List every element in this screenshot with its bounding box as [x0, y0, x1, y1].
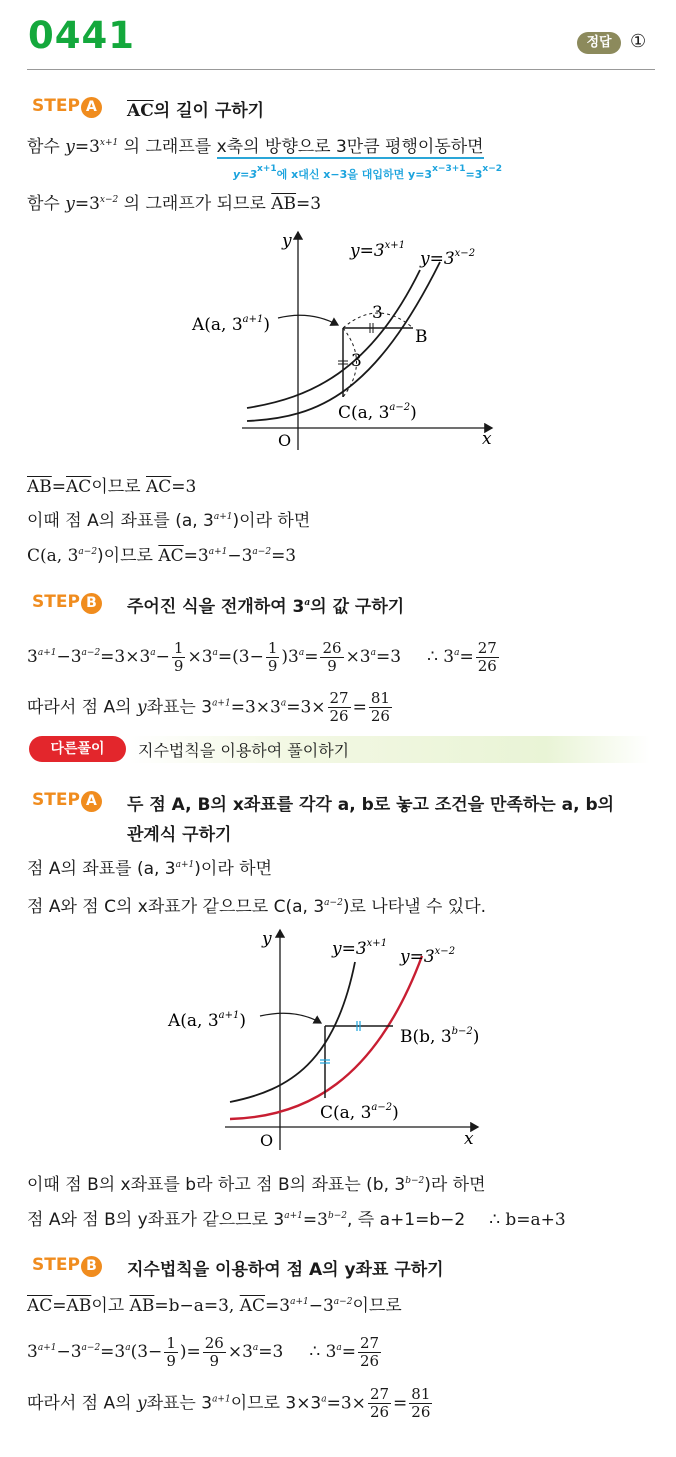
origin-label: O [260, 1131, 274, 1150]
text-line: 이때 점 B의 x좌표를 b라 하고 점 B의 좌표는 (b, $3^{b-2}$)라 하면 [27, 1175, 486, 1195]
step-b-circle-icon: B [81, 1256, 102, 1277]
math-line: 따라서 점 A의 y좌표는 $3^{a+1}=3\times 3^a=3\times$ $\frac{27}{26}$ = $\frac{81}{26}$ [27, 689, 390, 725]
fraction: $\frac{1}{9}$ [267, 639, 278, 675]
point-c-label: C(a, $3^{a-2}$) [338, 402, 417, 423]
fraction: $\frac{1}{9}$ [173, 639, 184, 675]
fraction: $\frac{81}{26}$ [370, 689, 390, 725]
point-a-label: A(a, $3^{a+1}$) [192, 314, 271, 335]
label-curve1: $y=3^{x+1}$ [332, 938, 388, 959]
text-line: 점 A의 좌표를 (a, $3^{a+1}$)이라 하면 [27, 859, 272, 879]
math-line: $3^{a+1}-3^{a-2}=3^a(3-$ $\frac{1}{9}$ )= $\frac{26}{9}$ $\times 3^a=3$ ∴ $3^a=$ $\frac{27}{26}$ [27, 1334, 380, 1370]
origin-label: O [278, 431, 292, 450]
text-line: 이때 점 A의 좌표를 (a, $3^{a+1}$)이라 하면 [27, 511, 311, 531]
substitution-annotation: $y=3^{x+1}$에 x대신 x−3을 대입하면 $y=3^{x-3+1}=3^{x-2}$ [233, 164, 502, 181]
text-line: 함수 $y=3^{x-2}$ 의 그래프가 되므로 $\overline{AB}=3$ [27, 194, 322, 214]
problem-number: 0441 [28, 14, 135, 57]
step-a-label: STEP A [32, 96, 102, 118]
step-a-circle-icon: A [81, 97, 102, 118]
math-line: 따라서 점 A의 y좌표는 $3^{a+1}$이므로 $3\times 3^a=3\times$ $\frac{27}{26}$ = $\frac{81}{26}$ [27, 1385, 431, 1421]
text-line: 점 A와 점 B의 y좌표가 같으므로 $3^{a+1}=3^{b-2}$, 즉 a+1=b−2 ∴ b=a+3 [27, 1210, 566, 1230]
fraction: $\frac{81}{26}$ [411, 1385, 431, 1421]
step-a-title-line1: 두 점 A, B의 x좌표를 각각 a, b로 놓고 조건을 만족하는 a, b의 [127, 795, 615, 815]
point-a-label: A(a, $3^{a+1}$) [168, 1010, 247, 1031]
label-curve1: $y=3^{x+1}$ [350, 240, 406, 261]
point-c-label: C(a, $3^{a-2}$) [320, 1102, 399, 1123]
fraction: $\frac{27}{26}$ [360, 1334, 380, 1370]
y-axis-label: y [262, 929, 272, 949]
pointer-arrow [278, 315, 338, 325]
point-b-label: B(b, $3^{b-2}$) [400, 1026, 480, 1047]
x-axis-label: x [482, 429, 492, 449]
fraction: $\frac{27}{26}$ [477, 639, 497, 675]
text-line: 점 A와 점 C의 x좌표가 같으므로 C(a, $3^{a-2}$)로 나타낼 수 있다. [27, 897, 487, 917]
point-b-label: B [415, 327, 428, 347]
distance-ac-label: 3 [351, 351, 362, 371]
alt-solution-title: 지수법칙을 이용하여 풀이하기 [138, 741, 350, 760]
text-line: $\overline{AB}=\overline{AC}$이므로 $\overline{AC}=3$ [27, 477, 197, 497]
fraction: $\frac{27}{26}$ [369, 1385, 390, 1421]
text-line: $\overline{AC}=\overline{AB}$이고 $\overline{AB}=b-a=3$, $\overline{AC}=3^{a+1}-3^{a-2}$이므로 [27, 1296, 402, 1316]
answer-value: ① [630, 31, 647, 52]
label-curve2: $y=3^{x-2}$ [420, 248, 476, 269]
graph-exponential-shift [180, 222, 510, 454]
math-line: $3^{a+1}-3^{a-2}=3\times 3^a-$ $\frac{1}{9}$ $\times 3^a=(3-$ $\frac{1}{9}$ )$3^a=$ $\frac{26}{9}$ $\times 3^a=3$ ∴ $3^a=$ $\frac{27}{26}$ [27, 639, 497, 675]
distance-ab-label: 3 [372, 303, 383, 323]
translation-underline: x축의 방향으로 3만큼 평행이동하면 [216, 137, 484, 157]
step-a-circle-icon: A [81, 791, 102, 812]
graph-points-abc [160, 922, 500, 1154]
fraction: $\frac{26}{9}$ [322, 639, 342, 675]
step-b-label: STEP B [32, 592, 102, 614]
pointer-arrow [260, 1013, 321, 1023]
y-axis-label: y [282, 231, 292, 251]
text-line: 함수 $y=3^{x+1}$ 의 그래프를 x축의 방향으로 3만큼 평행이동하면 [27, 137, 484, 157]
fraction: $\frac{26}{9}$ [204, 1334, 224, 1370]
header-divider [27, 69, 655, 70]
text-line: C(a, $3^{a-2}$)이므로 $\overline{AC}=3^{a+1}-3^{a-2}=3$ [27, 546, 297, 566]
curve-y-3-x-plus-1 [230, 962, 355, 1102]
step-b-label: STEP B [32, 1255, 102, 1277]
step-b-circle-icon: B [81, 593, 102, 614]
fraction: $\frac{27}{26}$ [329, 689, 349, 725]
answer-badge: 정답 [577, 32, 621, 54]
step-a-label: STEP A [32, 790, 102, 812]
fraction: $\frac{1}{9}$ [166, 1334, 176, 1370]
step-b-title: 주어진 식을 전개하여 3$^a$의 값 구하기 [127, 597, 405, 617]
step-b-title: 지수법칙을 이용하여 점 A의 y좌표 구하기 [127, 1260, 444, 1280]
label-curve2: $y=3^{x-2}$ [400, 946, 456, 967]
step-a-title: $\overline{AC}$의 길이 구하기 [127, 101, 265, 121]
step-a-title-line2: 관계식 구하기 [127, 825, 232, 845]
x-axis-label: x [464, 1129, 474, 1149]
alt-solution-badge: 다른풀이 [29, 736, 126, 762]
